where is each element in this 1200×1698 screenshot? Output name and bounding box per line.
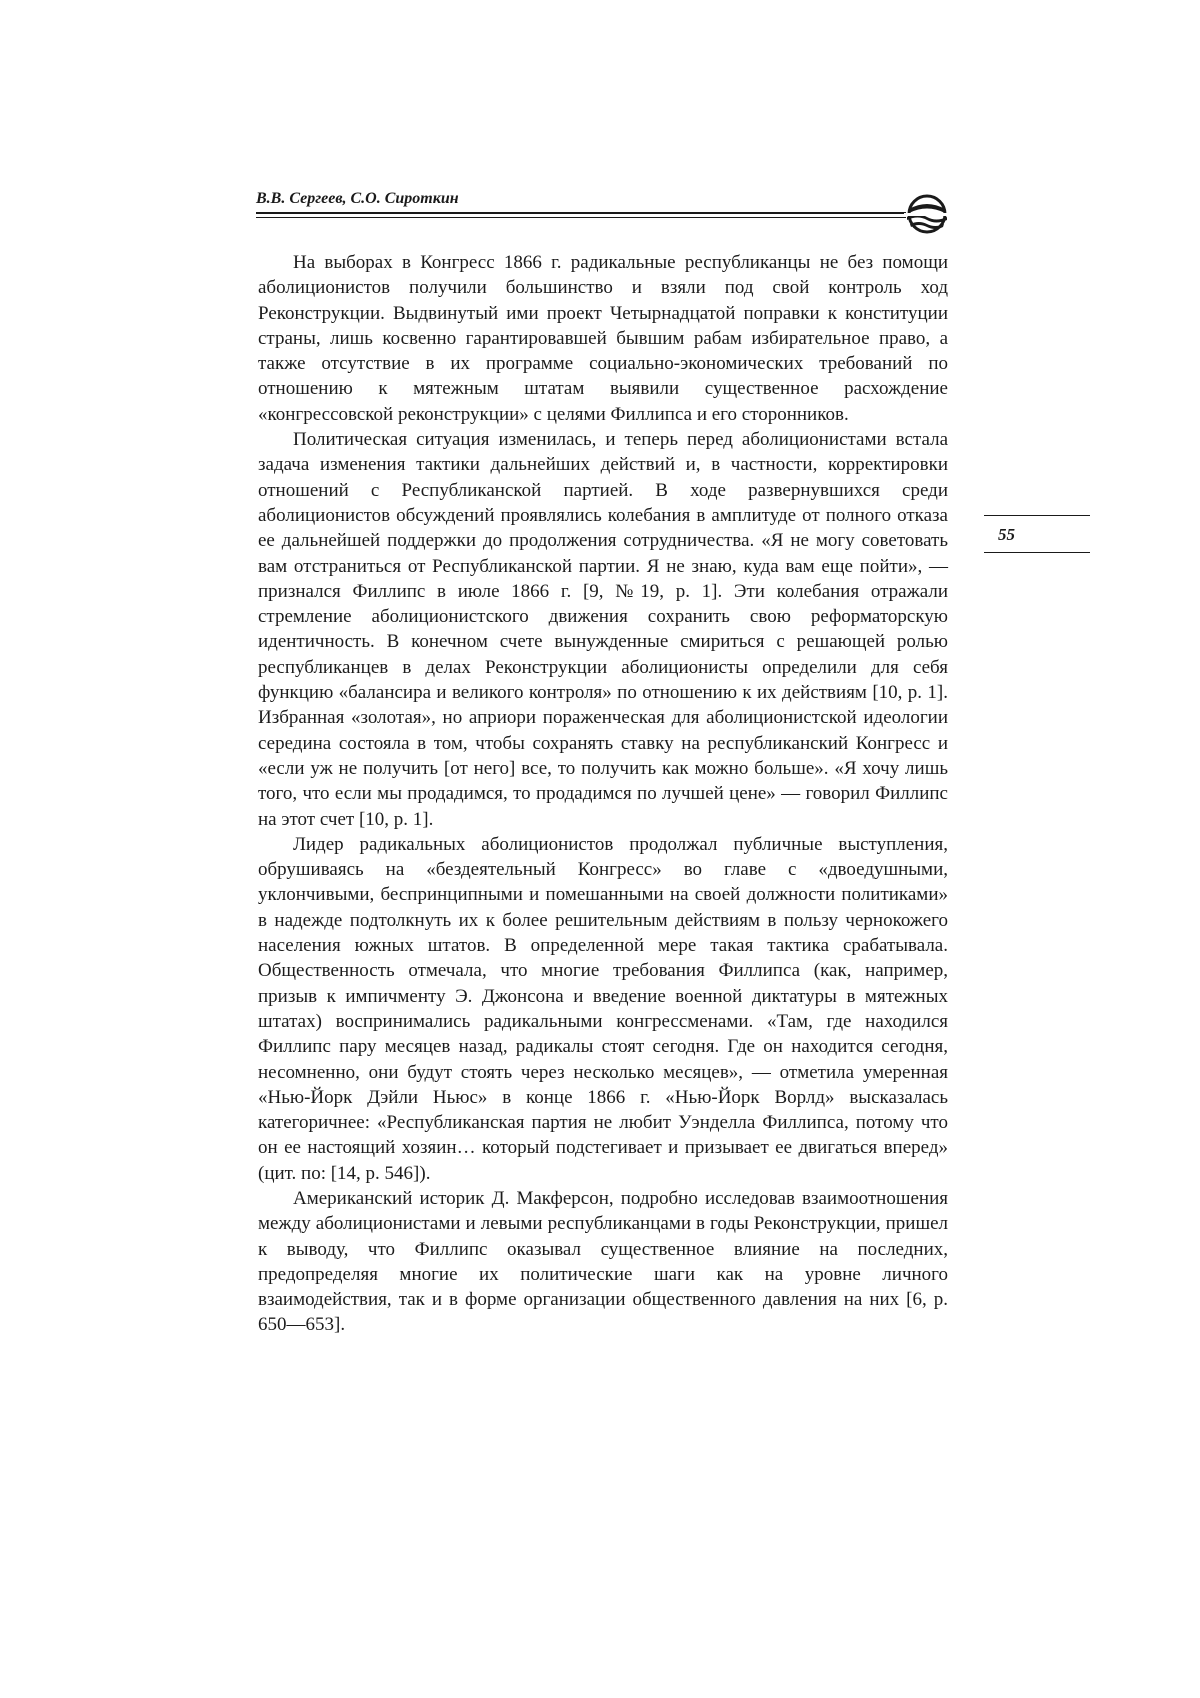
header-rule-thin — [256, 217, 906, 218]
paragraph: Лидер радикальных аболиционистов продолжал публичные выступления, обрушиваясь на «бездеятельный Конгресс» во главе с «двоедушными, уклончивыми, беспринципными и помешанными на своей должности политиками» в надежде подтолкнуть их к более решительным действиям в пользу чернокожего населения южных штатов. В определенной мере такая тактика срабатывала. Общественность отмечала, что многие требования Филлипса (как, например, призыв к импичменту Э. Джонсона и введение военной диктатуры в мятежных штатах) воспринимались радикальными конгрессменами. «Там, где находился Филлипс пару месяцев назад, радикалы стоят сегодня. Где он находится сегодня, несомненно, они будут стоять через несколько месяцев», — отметила умеренная «Нью-Йорк Дэйли Ньюс» в конце 1866 г. «Нью-Йорк Ворлд» высказалась категоричнее: «Республиканская партия не любит Уэнделла Филлипса, потому что он ее настоящий хозяин… который подстегивает и призывает ее двигаться вперед» (цит. по: [14, p. 546]). — [258, 833, 948, 1184]
paragraph: Американский историк Д. Макферсон, подробно исследовав взаимоотношения между аболиционистами и левыми республиканцами в годы Реконструкции, пришел к выводу, что Филлипс оказывал существенное влияние на последних, предопределяя многие их политические шаги как на уровне личного взаимодействия, так и в форме организации общественного давления на них [6, p. 650—653]. — [258, 1187, 948, 1336]
page-number: 55 — [998, 525, 1015, 544]
header-rule-thick — [256, 212, 906, 214]
paragraph: На выборах в Конгресс 1866 г. радикальные республиканцы не без помощи аболиционистов получили большинство и взяли под свой контроль ход Реконструкции. Выдвинутый ими проект Четырнадцатой поправки к конституции страны, лишь косвенно гарантировавшей бывшим рабам избирательное право, а также отсутствие в их программе социально-экономических требований по отношению к мятежным штатам выявили существенное расхождение «конгрессовской реконструкции» с целями Филлипса и его сторонников. — [258, 252, 948, 425]
article-body — [258, 250, 948, 1338]
running-head-authors: В.В. Сергеев, С.О. Сироткин — [256, 190, 459, 207]
paragraph: Политическая ситуация изменилась, и теперь перед аболиционистами встала задача изменения тактики дальнейших действий и, в частности, корректировки отношений с Республиканской партией. В ходе развернувшихся среди аболиционистов обсуждений проявлялись колебания в амплитуде от полного отказа ее дальнейшей поддержки до продолжения сотрудничества. «Я не могу советовать вам отстраниться от Республиканской партии. Я не знаю, куда вам еще пойти», — признался Филлипс в июле 1866 г. [9, №19, p. 1]. Эти колебания отражали стремление аболиционистского движения сохранить свою реформаторскую идентичность. В конечном счете вынужденные смириться с решающей ролью республиканцев в делах Реконструкции аболиционисты определили для себя функцию «балансира и великого контроля» по отношению к их действиям [10, p. 1]. Избранная «золотая», но априори пораженческая для аболиционистской идеологии середина состояла в том, чтобы сохранять ставку на республиканский Конгресс и «если уж не получить [от него] все, то получить как можно больше». «Я хочу лишь того, что если мы продадимся, то продадимся по лучшей цене» — говорил Филлипс на этот счет [10, p. 1]. — [258, 429, 948, 830]
journal-logo-icon — [904, 193, 950, 235]
page-number-box — [984, 515, 1090, 553]
